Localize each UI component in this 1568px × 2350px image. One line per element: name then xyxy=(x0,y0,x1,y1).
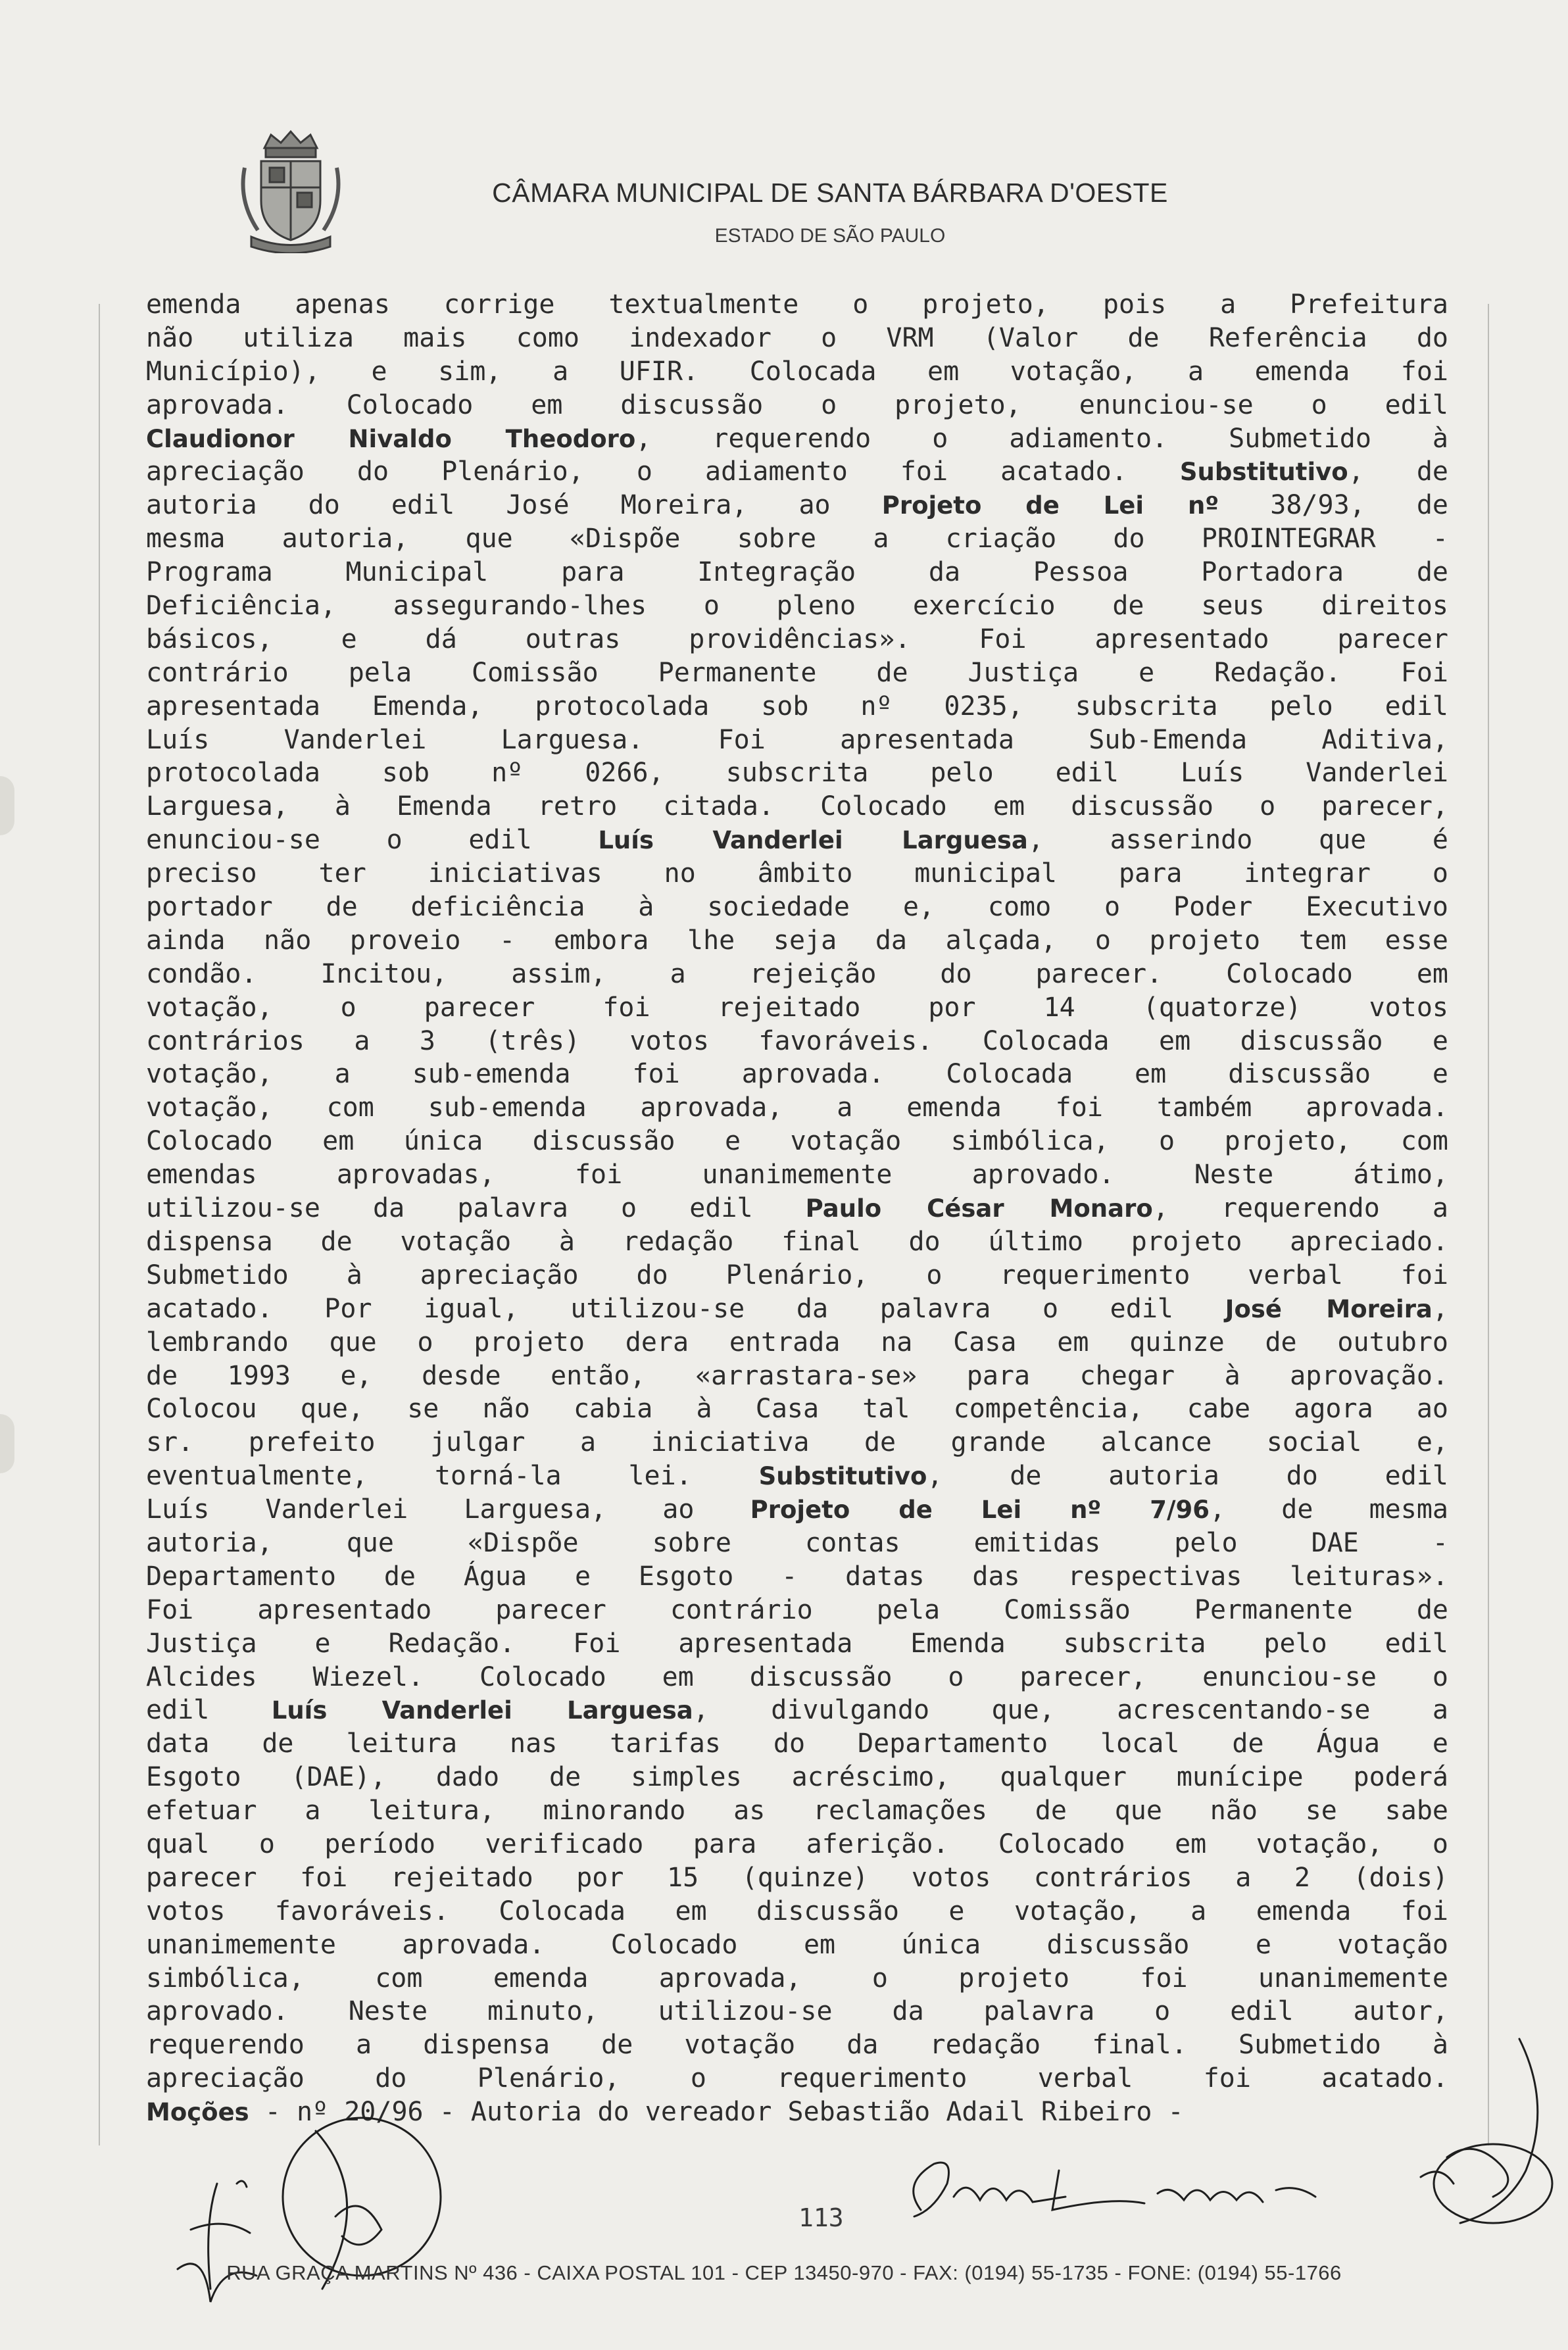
text-segment: apreciação do Plenário, o requerimento verbal foi acatado. xyxy=(146,2063,1448,2094)
bold-name-text: Claudionor Nivaldo Theodoro xyxy=(146,424,636,453)
text-line xyxy=(146,489,1448,522)
text-segment: , requerendo o adiamento. Submetido à xyxy=(635,423,1448,454)
text-segment: preciso ter iniciativas no âmbito municipal para integrar o xyxy=(146,858,1448,889)
text-line xyxy=(146,2028,1448,2062)
text-segment: , requerendo a xyxy=(1152,1193,1448,1224)
minutes-body-text xyxy=(146,288,1448,2129)
text-line xyxy=(146,656,1448,690)
text-segment: qual o período verificado para aferição. Colocado em votação, o xyxy=(146,1828,1448,1859)
text-line xyxy=(146,1158,1448,1192)
text-segment: utilizou-se da palavra o edil xyxy=(146,1193,806,1224)
text-segment: dispensa de votação à redação final do último projeto apreciado. xyxy=(146,1226,1448,1257)
text-line xyxy=(146,924,1448,958)
text-segment: , de mesma xyxy=(1210,1494,1448,1525)
text-line xyxy=(146,1694,1448,1727)
text-segment: contrário pela Comissão Permanente de Justiça e Redação. Foi xyxy=(146,657,1448,688)
text-line xyxy=(146,322,1448,355)
text-line xyxy=(146,857,1448,891)
text-line xyxy=(146,1794,1448,1828)
text-segment: edil xyxy=(146,1695,272,1726)
text-segment: Foi apresentado parecer contrário pela Comissão Permanente de xyxy=(146,1594,1448,1625)
text-line xyxy=(146,1125,1448,1158)
text-segment: protocolada sob nº 0266, subscrita pelo edil Luís Vanderlei xyxy=(146,758,1448,789)
bold-name-text: Paulo César Monaro xyxy=(805,1194,1153,1223)
text-line xyxy=(146,723,1448,757)
text-segment: efetuar a leitura, minorando as reclamações de que não se sabe xyxy=(146,1796,1448,1826)
text-segment: de 1993 e, desde então, «arrastara-se» para chegar à aprovação. xyxy=(146,1360,1448,1391)
text-segment: - nº 20/96 - Autoria do vereador Sebastião Adail Ribeiro - xyxy=(249,2097,1184,2128)
text-line xyxy=(146,522,1448,556)
text-segment: votação, o parecer foi rejeitado por 14 (quatorze) votos xyxy=(146,992,1448,1023)
text-segment: , xyxy=(1432,1293,1448,1324)
text-line xyxy=(146,1091,1448,1125)
text-line xyxy=(146,389,1448,422)
text-segment: Deficiência, assegurando-lhes o pleno exercício de seus direitos xyxy=(146,591,1448,622)
text-line xyxy=(146,1962,1448,1995)
text-segment: sr. prefeito julgar a iniciativa de grande alcance social e, xyxy=(146,1427,1448,1458)
text-line xyxy=(146,355,1448,389)
text-line xyxy=(146,790,1448,823)
text-segment: ainda não proveio - embora lhe seja da alçada, o projeto tem esse xyxy=(146,925,1448,956)
text-segment: parecer foi rejeitado por 15 (quinze) votos contrários a 2 (dois) xyxy=(146,1862,1448,1893)
text-segment: Submetido à apreciação do Plenário, o requerimento verbal foi xyxy=(146,1260,1448,1290)
text-line xyxy=(146,288,1448,322)
text-segment: Município), e sim, a UFIR. Colocada em votação, a emenda foi xyxy=(146,356,1448,387)
text-line xyxy=(146,1527,1448,1560)
page-number: 113 xyxy=(798,2203,844,2232)
text-segment: autoria, que «Dispõe sobre contas emitidas pelo DAE - xyxy=(146,1527,1448,1558)
text-segment: mesma autoria, que «Dispõe sobre a criação do PROINTEGRAR - xyxy=(146,524,1448,554)
handwritten-signature-center xyxy=(894,2144,1434,2236)
text-segment: aprovado. Neste minuto, utilizou-se da palavra o edil autor, xyxy=(146,1996,1448,2027)
institution-subtitle: ESTADO DE SÃO PAULO xyxy=(714,225,946,247)
text-segment: apreciação do Plenário, o adiamento foi acatado. xyxy=(146,456,1180,487)
bold-name-text: Luís Vanderlei Larguesa xyxy=(271,1696,693,1725)
text-segment: , divulgando que, acrescentando-se a xyxy=(693,1695,1449,1726)
text-segment: não utiliza mais como indexador o VRM (Valor de Referência do xyxy=(146,322,1448,353)
text-line xyxy=(146,690,1448,723)
text-line xyxy=(146,1192,1448,1225)
bold-name-text: Projeto de Lei nº 7/96 xyxy=(750,1496,1210,1525)
text-line xyxy=(146,823,1448,857)
bold-name-text: Substitutivo xyxy=(758,1462,927,1491)
text-line xyxy=(146,1928,1448,1962)
text-line xyxy=(146,1493,1448,1527)
text-segment: Luís Vanderlei Larguesa. Foi apresentada Sub-Emenda Aditiva, xyxy=(146,724,1448,755)
text-segment: Justiça e Redação. Foi apresentada Emenda subscrita pelo edil xyxy=(146,1628,1448,1659)
text-line xyxy=(146,623,1448,656)
text-segment: lembrando que o projeto dera entrada na Casa em quinze de outubro xyxy=(146,1327,1448,1358)
punch-hole xyxy=(0,776,14,835)
text-line xyxy=(146,1727,1448,1761)
text-segment: básicos, e dá outras providências». Foi apresentado parecer xyxy=(146,624,1448,654)
text-line xyxy=(146,756,1448,790)
bold-name-text: Substitutivo xyxy=(1179,458,1348,487)
text-segment: acatado. Por igual, utilizou-se da palavra o edil xyxy=(146,1293,1225,1324)
footer-address: RUA GRAÇA MARTINS Nº 436 - CAIXA POSTAL 101 - CEP 13450-970 - FAX: (0194) 55-1735 - FONE: (0194) 55-1766 xyxy=(226,2261,1342,2284)
text-segment: votação, a sub-emenda foi aprovada. Colocada em discussão e xyxy=(146,1059,1448,1090)
text-segment: Programa Municipal para Integração da Pessoa Portadora de xyxy=(146,557,1448,588)
text-segment: apresentada Emenda, protocolada sob nº 0235, subscrita pelo edil xyxy=(146,691,1448,722)
text-segment: simbólica, com emenda aprovada, o projeto foi unanimemente xyxy=(146,1963,1448,1994)
text-segment: requerendo a dispensa de votação da redação final. Submetido à xyxy=(146,2030,1448,2061)
text-line xyxy=(146,2062,1448,2095)
text-segment: , de xyxy=(1348,456,1448,487)
text-segment: Departamento de Água e Esgoto - datas das respectivas leituras». xyxy=(146,1561,1448,1592)
text-line xyxy=(146,891,1448,924)
text-segment: Colocou que, se não cabia à Casa tal competência, cabe agora ao xyxy=(146,1394,1448,1425)
text-line xyxy=(146,589,1448,623)
text-line xyxy=(146,1225,1448,1259)
text-segment: votos favoráveis. Colocada em discussão e votação, a emenda foi xyxy=(146,1896,1448,1926)
bold-name-text: Luís Vanderlei Larguesa xyxy=(598,826,1028,855)
text-line xyxy=(146,1627,1448,1661)
handwritten-signature-right xyxy=(1394,2026,1565,2243)
text-line xyxy=(146,958,1448,991)
text-segment: Larguesa, à Emenda retro citada. Colocado em discussão o parecer, xyxy=(146,791,1448,822)
text-line xyxy=(146,1326,1448,1359)
text-segment: emenda apenas corrige textualmente o projeto, pois a Prefeitura xyxy=(146,289,1448,320)
text-line xyxy=(146,1025,1448,1058)
text-segment: autoria do edil José Moreira, ao xyxy=(146,490,882,521)
text-line xyxy=(146,1058,1448,1091)
text-segment: 38/93, de xyxy=(1219,490,1448,521)
text-segment: eventualmente, torná-la lei. xyxy=(146,1461,759,1492)
text-line xyxy=(146,1259,1448,1292)
text-segment: , asserindo que é xyxy=(1027,825,1448,856)
text-line xyxy=(146,1761,1448,1794)
text-segment: contrários a 3 (três) votos favoráveis. Colocada em discussão e xyxy=(146,1025,1448,1056)
text-line xyxy=(146,1895,1448,1928)
text-segment: unanimemente aprovada. Colocado em única discussão e votação xyxy=(146,1929,1448,1960)
text-line xyxy=(146,1861,1448,1895)
text-segment: votação, com sub-emenda aprovada, a emenda foi também aprovada. xyxy=(146,1092,1448,1123)
punch-hole xyxy=(0,1414,14,1473)
bold-name-text: Projeto de Lei nº xyxy=(881,491,1219,520)
text-line xyxy=(146,422,1448,456)
bold-name-text: José Moreira xyxy=(1225,1294,1433,1323)
text-line xyxy=(146,1828,1448,1861)
text-segment: aprovada. Colocado em discussão o projeto, enunciou-se o edil xyxy=(146,389,1448,420)
text-line xyxy=(146,1995,1448,2028)
text-line xyxy=(146,455,1448,489)
text-segment: data de leitura nas tarifas do Departamento local de Água e xyxy=(146,1728,1448,1759)
text-line xyxy=(146,1560,1448,1594)
text-segment: Luís Vanderlei Larguesa, ao xyxy=(146,1494,750,1525)
left-margin-rule xyxy=(99,304,100,2145)
text-line xyxy=(146,1661,1448,1694)
text-segment: condão. Incitou, assim, a rejeição do parecer. Colocado em xyxy=(146,958,1448,989)
text-segment: enunciou-se o edil xyxy=(146,825,599,856)
text-line xyxy=(146,1292,1448,1326)
text-segment: portador de deficiência à sociedade e, como o Poder Executivo xyxy=(146,892,1448,923)
text-segment: Esgoto (DAE), dado de simples acréscimo, qualquer munícipe poderá xyxy=(146,1762,1448,1793)
text-line xyxy=(146,556,1448,589)
text-line xyxy=(146,1459,1448,1493)
text-segment: , de autoria do edil xyxy=(927,1461,1448,1492)
text-line xyxy=(146,1426,1448,1459)
text-segment: Colocado em única discussão e votação simbólica, o projeto, com xyxy=(146,1126,1448,1157)
text-segment: emendas aprovadas, foi unanimemente aprovado. Neste átimo, xyxy=(146,1160,1448,1190)
text-line xyxy=(146,1392,1448,1426)
institution-title: CÂMARA MUNICIPAL DE SANTA BÁRBARA D'OESTE xyxy=(492,178,1168,208)
text-line xyxy=(146,991,1448,1025)
text-line xyxy=(146,1594,1448,1627)
text-segment: Alcides Wiezel. Colocado em discussão o parecer, enunciou-se o xyxy=(146,1661,1448,1692)
right-margin-rule xyxy=(1488,304,1489,2145)
text-line xyxy=(146,1359,1448,1393)
bold-name-text: Moções xyxy=(146,2098,249,2127)
